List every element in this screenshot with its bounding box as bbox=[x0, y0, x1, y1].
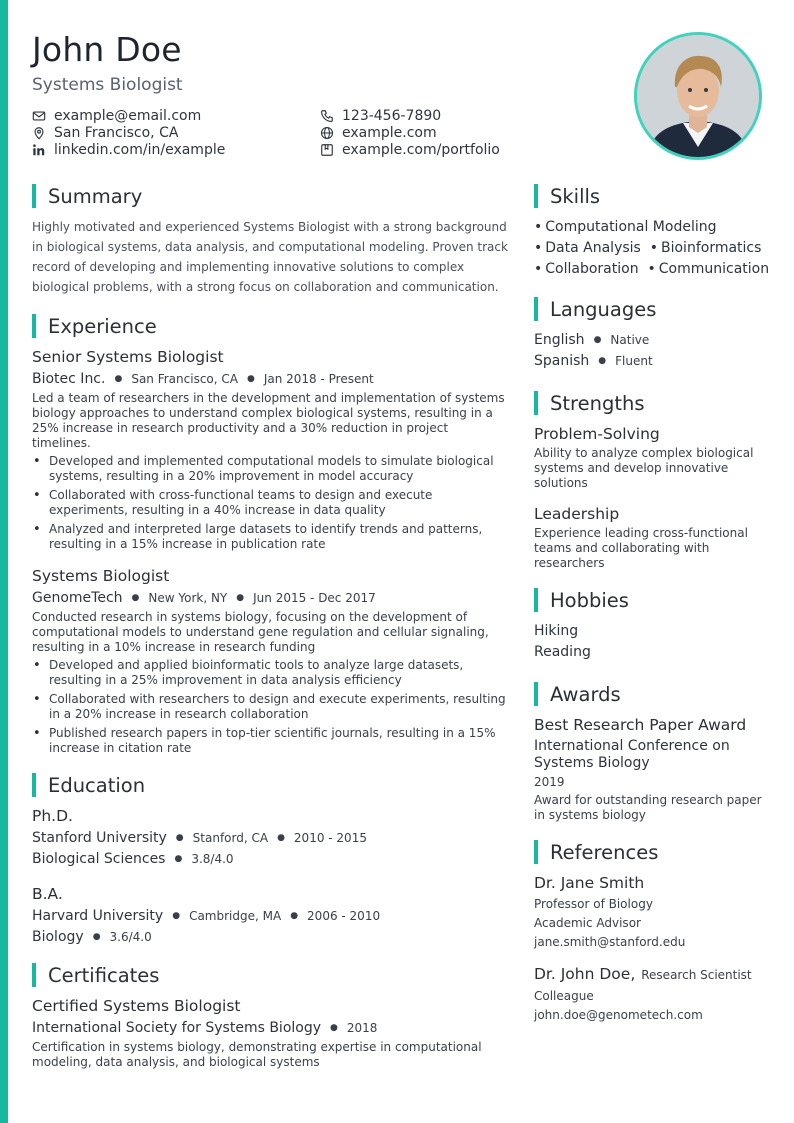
section-accent bbox=[534, 682, 538, 706]
award-description: Award for outstanding research paper in systems biology bbox=[534, 793, 762, 822]
list-item: • Published research papers in top-tier scientific journals, resulting in a 15% increase in citation rate bbox=[32, 726, 510, 756]
school: Stanford University bbox=[32, 830, 167, 846]
job-title: Senior Systems Biologist bbox=[32, 348, 224, 366]
school-location: Stanford, CA bbox=[192, 831, 269, 845]
certificate-entry bbox=[32, 996, 510, 1070]
linkedin-icon bbox=[32, 143, 46, 157]
section-accent bbox=[534, 588, 538, 612]
education-dates: 2010 - 2015 bbox=[293, 831, 367, 845]
list-item: • Analyzed and interpreted large datasets to identify trends and patterns, resulting in a 15% increase in publication rate bbox=[32, 522, 510, 552]
award-organization: International Conference on Systems Biology bbox=[534, 738, 730, 771]
degree: B.A. bbox=[32, 885, 63, 903]
resume-header bbox=[32, 30, 622, 158]
education-heading bbox=[32, 772, 510, 798]
reference-relation: Academic Advisor bbox=[534, 916, 641, 930]
summary-heading bbox=[32, 183, 510, 209]
list-item: • Collaborated with cross-functional teams to design and execute experiments, resulting in a 40% increase in data quality bbox=[32, 488, 510, 518]
section-title: Awards bbox=[550, 682, 621, 706]
hobby-item: Hiking bbox=[534, 623, 579, 639]
strength-item bbox=[534, 504, 770, 571]
reference-name: Dr. Jane Smith bbox=[534, 874, 645, 892]
language-level: Native bbox=[610, 333, 650, 347]
certificate-issuer: International Society for Systems Biology bbox=[32, 1020, 322, 1036]
contact-email[interactable] bbox=[32, 107, 201, 124]
website-text: example.com bbox=[342, 124, 437, 141]
globe-icon bbox=[320, 126, 334, 140]
job-company: GenomeTech bbox=[32, 590, 123, 606]
certificates-heading bbox=[32, 962, 510, 988]
separator-dot: ● bbox=[593, 335, 602, 345]
strength-item bbox=[534, 424, 770, 491]
job-bullets bbox=[32, 454, 510, 552]
job-bullets bbox=[32, 658, 510, 756]
certificate-year: 2018 bbox=[346, 1021, 378, 1035]
award-year: 2019 bbox=[534, 775, 565, 789]
section-title: Skills bbox=[550, 184, 601, 208]
reference-role: Professor of Biology bbox=[534, 897, 653, 911]
certificate-name: Certified Systems Biologist bbox=[32, 997, 241, 1015]
linkedin-text: linkedin.com/in/example bbox=[54, 141, 226, 158]
education-entry bbox=[32, 806, 510, 868]
job-meta bbox=[32, 589, 510, 607]
job-description: Led a team of researchers in the development and implementation of systems biology approaches to understand complex biological systems, resulting in a 25% increase in research productivity and a 30% reduction in project timelines. bbox=[32, 391, 505, 450]
reference-item bbox=[534, 964, 770, 1025]
section-title: Strengths bbox=[550, 391, 645, 415]
candidate-name: John Doe bbox=[32, 30, 182, 69]
reference-item bbox=[534, 873, 770, 952]
job-description: Conducted research in systems biology, focusing on the development of computational models to understand gene regulation and cellular signaling, resulting in a 10% increase in research funding bbox=[32, 610, 489, 654]
gpa: 3.6/4.0 bbox=[109, 930, 152, 944]
reference-inline-role: Research Scientist bbox=[641, 968, 752, 982]
section-title: Hobbies bbox=[550, 588, 629, 612]
contact-location bbox=[32, 124, 178, 141]
languages-heading bbox=[534, 296, 770, 322]
job-location: New York, NY bbox=[148, 591, 228, 605]
section-accent bbox=[32, 773, 36, 797]
separator-dot: ● bbox=[330, 1023, 338, 1033]
section-title: Experience bbox=[48, 314, 157, 338]
skill-item: Collaboration bbox=[545, 261, 639, 277]
section-accent bbox=[534, 391, 538, 415]
job-location: San Francisco, CA bbox=[131, 372, 238, 386]
candidate-role: Systems Biologist bbox=[32, 75, 183, 95]
job-entry bbox=[32, 566, 510, 756]
section-accent bbox=[32, 314, 36, 338]
location-pin-icon bbox=[32, 126, 46, 140]
location-text: San Francisco, CA bbox=[54, 124, 179, 141]
job-entry bbox=[32, 347, 510, 552]
contact-portfolio[interactable] bbox=[320, 141, 500, 158]
skill-item: Bioinformatics bbox=[661, 240, 762, 256]
list-item: • Collaborated with researchers to design and execute experiments, resulting in a 20% increase in research collaboration bbox=[32, 692, 510, 722]
portfolio-text: example.com/portfolio bbox=[342, 141, 500, 158]
right-column bbox=[534, 183, 770, 1025]
contact-linkedin[interactable] bbox=[32, 141, 225, 158]
email-text: example@email.com bbox=[54, 107, 202, 124]
section-accent bbox=[32, 963, 36, 987]
skill-item: Computational Modeling bbox=[545, 219, 717, 235]
education-field-row bbox=[32, 850, 510, 868]
field: Biology bbox=[32, 929, 84, 945]
certificate-description: Certification in systems biology, demonstrating expertise in computational modeling, data analysis, and biological systems bbox=[32, 1040, 482, 1069]
reference-relation: Colleague bbox=[534, 989, 594, 1003]
strengths-heading bbox=[534, 390, 770, 416]
separator-dot: ● bbox=[598, 356, 607, 366]
education-meta bbox=[32, 829, 510, 847]
section-title: Certificates bbox=[48, 963, 160, 987]
strength-title: Leadership bbox=[534, 505, 620, 523]
section-accent bbox=[534, 840, 538, 864]
list-item: • Developed and applied bioinformatic tools to analyze large datasets, resulting in a 25% improvement in data analysis efficiency bbox=[32, 658, 510, 688]
skills-list: • Computational Modeling • Data Analysis • Bioinformatics • Collaboration • Communication bbox=[534, 219, 770, 277]
section-accent bbox=[32, 184, 36, 208]
job-dates: Jan 2018 - Present bbox=[263, 372, 374, 386]
education-meta bbox=[32, 907, 510, 925]
section-title: Summary bbox=[48, 184, 143, 208]
job-dates: Jun 2015 - Dec 2017 bbox=[253, 591, 376, 605]
degree: Ph.D. bbox=[32, 807, 73, 825]
separator-dot: ● bbox=[174, 854, 183, 864]
section-title: References bbox=[550, 840, 659, 864]
separator-dot: ● bbox=[277, 833, 285, 843]
language-level: Fluent bbox=[615, 354, 653, 368]
job-title: Systems Biologist bbox=[32, 567, 170, 585]
separator-dot: ● bbox=[175, 833, 184, 843]
avatar bbox=[637, 35, 759, 157]
separator-dot: ● bbox=[114, 374, 123, 384]
separator-dot: ● bbox=[92, 932, 101, 942]
field: Biological Sciences bbox=[32, 851, 166, 867]
language-item bbox=[534, 351, 770, 372]
separator-dot: ● bbox=[131, 593, 140, 603]
hobbies-heading bbox=[534, 587, 770, 613]
section-title: Languages bbox=[550, 297, 657, 321]
skill-item: Data Analysis bbox=[545, 240, 641, 256]
school-location: Cambridge, MA bbox=[189, 909, 282, 923]
list-item: • Developed and implemented computational models to simulate biological systems, resulting in a 20% improvement in model accuracy bbox=[32, 454, 510, 484]
section-accent bbox=[534, 297, 538, 321]
phone-icon bbox=[320, 109, 334, 123]
strength-title: Problem-Solving bbox=[534, 425, 660, 443]
skills-heading bbox=[534, 183, 770, 209]
bookmark-icon bbox=[320, 143, 334, 157]
phone-text: 123-456-7890 bbox=[342, 107, 442, 124]
awards-heading bbox=[534, 681, 770, 707]
education-dates: 2006 - 2010 bbox=[307, 909, 381, 923]
reference-name: Dr. John Doe, bbox=[534, 965, 636, 983]
section-accent bbox=[534, 184, 538, 208]
separator-dot: ● bbox=[290, 911, 299, 921]
education-entry bbox=[32, 884, 510, 946]
award-title: Best Research Paper Award bbox=[534, 716, 747, 734]
summary-text: Highly motivated and experienced Systems Biologist with a strong background in biological systems, data analysis, and computational modeling. Proven track record of developing and implementing innovative solutions to complex biological problems, with a strong focus on collaboration and communication. bbox=[32, 220, 508, 294]
skill-item: Communication bbox=[658, 261, 770, 277]
certificate-meta bbox=[32, 1019, 510, 1037]
hobby-item: Reading bbox=[534, 644, 591, 660]
school: Harvard University bbox=[32, 908, 164, 924]
experience-heading bbox=[32, 313, 510, 339]
profile-photo bbox=[634, 32, 762, 160]
references-heading bbox=[534, 839, 770, 865]
award-item bbox=[534, 715, 770, 823]
accent-bar bbox=[0, 0, 8, 1123]
reference-email[interactable]: jane.smith@stanford.edu bbox=[534, 935, 686, 949]
separator-dot: ● bbox=[172, 911, 181, 921]
strength-description: Experience leading cross-functional teams and collaborating with researchers bbox=[534, 526, 748, 570]
language-name: Spanish bbox=[534, 353, 590, 369]
education-field-row bbox=[32, 928, 510, 946]
job-company: Biotec Inc. bbox=[32, 371, 106, 387]
language-name: English bbox=[534, 332, 585, 348]
strength-description: Ability to analyze complex biological systems and develop innovative solutions bbox=[534, 446, 754, 490]
job-meta bbox=[32, 370, 510, 388]
contact-info bbox=[32, 107, 622, 161]
section-title: Education bbox=[48, 773, 146, 797]
reference-name-row bbox=[534, 964, 770, 985]
separator-dot: ● bbox=[246, 374, 255, 384]
separator-dot: ● bbox=[236, 593, 245, 603]
contact-phone[interactable] bbox=[320, 107, 441, 124]
reference-email[interactable]: john.doe@genometech.com bbox=[534, 1008, 703, 1022]
left-column bbox=[32, 183, 510, 1070]
contact-website[interactable] bbox=[320, 124, 437, 141]
language-item bbox=[534, 330, 770, 351]
mail-icon bbox=[32, 109, 46, 123]
gpa: 3.8/4.0 bbox=[191, 852, 234, 866]
